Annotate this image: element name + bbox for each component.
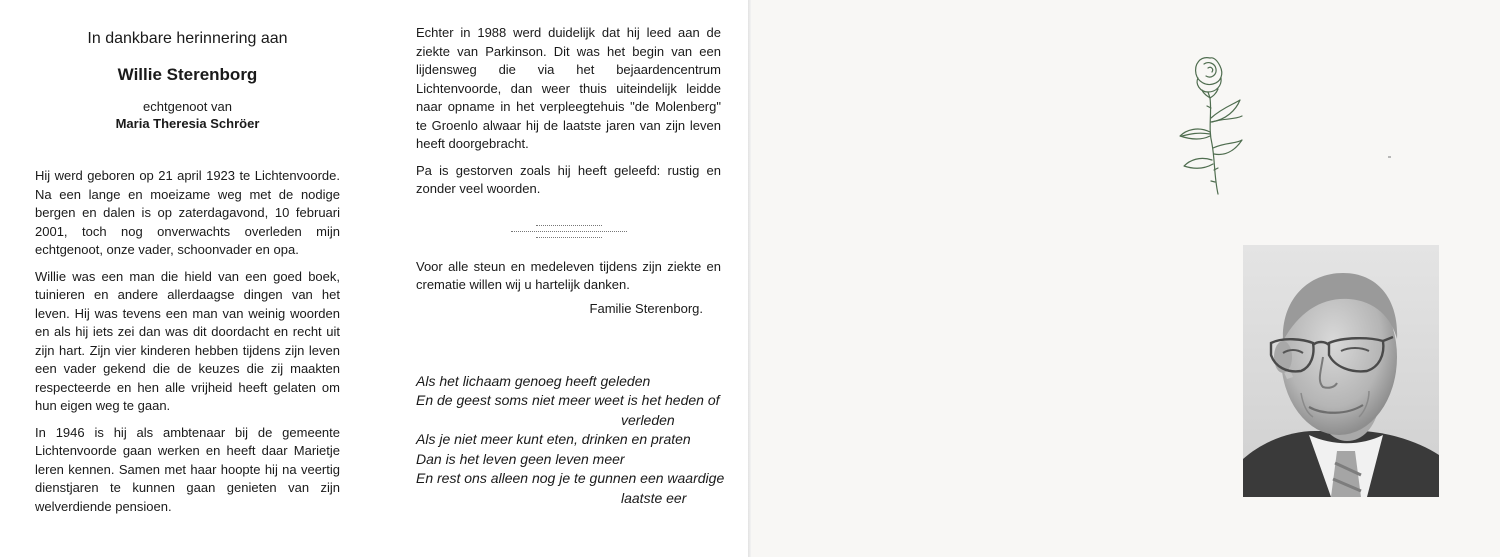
card-fold	[748, 0, 751, 557]
bio-paragraph: Willie was een man die hield van een goed boek, tuinieren en andere allerdaagse dingen van het leven. Hij was tevens een man van weinig woorden en als hij iets zei dan was dit doordacht en recht uit zijn hart. Zijn vier kinderen hebben tijdens zijn leven een vader gekend die de keuzes die zij maakten respecteerde en hen alle vrijheid heeft gelaten om hun eigen weg te gaan.	[35, 268, 340, 413]
right-column	[416, 24, 725, 508]
dotted-divider	[509, 225, 629, 238]
poem-line: Dan is het leven geen leven meer	[416, 450, 625, 467]
bio-paragraph: Echter in 1988 werd duidelijk dat hij leed aan de ziekte van Parkinson. Dit was het begin van een lijdensweg die via het bejaardencentrum Lichtenvoorde, dan weer thuis uiteindelijk leidde naar opname in het verpleegtehuis "de Molenberg" te Groenlo alwaar hij de laatste jaren van zijn leven heeft doorgebracht.	[416, 25, 721, 151]
portrait-image	[1243, 245, 1439, 497]
intro-line: In dankbare herinnering aan	[87, 30, 288, 47]
bio-paragraph: In 1946 is hij als ambtenaar bij de gemeente Lichtenvoorde gaan werken en heeft daar Marietje leren kennen. Samen met haar hoopte hij na veertig dienstjaren te kunnen gaan genieten van zijn welverdiende pensioen.	[35, 424, 340, 514]
poem-line: Als het lichaam genoeg heeft geleden	[416, 372, 651, 389]
thanks-paragraph: Voor alle steun en medeleven tijdens zijn ziekte en crematie willen wij u hartelijk danken.	[416, 258, 721, 292]
print-speck	[1388, 156, 1391, 158]
bio-paragraph: Pa is gestorven zoals hij heeft geleefd: rustig en zonder veel woorden.	[416, 162, 721, 196]
left-column	[35, 26, 340, 516]
family-signature: Familie Sterenborg.	[589, 300, 703, 316]
bio-paragraph: Hij werd geboren op 21 april 1923 te Lichtenvoorde. Na een lange en moeizame weg met de nodige bergen en dalen is op zaterdagavond, 10 februari 2001, toch nog onverwachts overleden mijn echtgenoot, onze vader, schoonvader en opa.	[35, 168, 340, 257]
spouse-name: Maria Theresia Schröer	[115, 116, 260, 131]
portrait-photo	[1243, 245, 1439, 497]
poem-line: En rest ons alleen nog je te gunnen een waardige	[416, 470, 725, 486]
poem-line: Als je niet meer kunt eten, drinken en praten	[416, 431, 691, 447]
poem-line: verleden	[621, 411, 675, 428]
poem-line: En de geest soms niet meer weet is het heden of	[416, 392, 720, 408]
rose-icon	[1168, 48, 1258, 198]
deceased-name: Willie Sterenborg	[117, 65, 258, 84]
spouse-prefix: echtgenoot van	[143, 99, 232, 114]
poem	[416, 372, 725, 509]
poem-line: laatste eer	[621, 489, 687, 506]
